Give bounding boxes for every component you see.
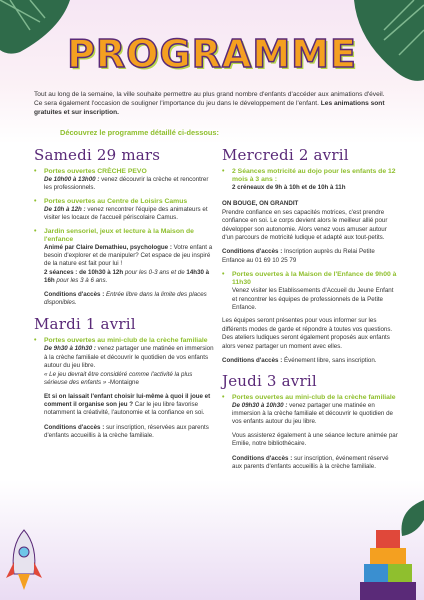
bullet-icon: • [34,227,37,235]
free-play-paragraph: Et si on laissait l'enfant choisir lui-même à quoi il joue et comment il organise son jeu ? Car le jeu libre favorise notamment la créativité, l'autonomie et la confiance en soi. [44,392,211,417]
day-heading-mercredi: Mercredi 2 avril [222,146,349,164]
access-conditions: Conditions d'accès : Inscription auprès du Relai Petite Enfance au 01 69 10 25 79 [222,248,375,264]
day-heading-samedi: Samedi 29 mars [34,146,161,164]
bullet-icon: • [222,393,225,401]
bullet-icon: • [222,168,225,175]
leaf-bottom-right-decoration [394,500,424,540]
rocket-decoration [4,528,44,598]
access-conditions: Conditions d'accès : sur inscription, réservées aux parents d'enfants accueillis à la crèche familiale. [44,423,209,440]
event-item: • Portes ouvertes à la Maison de l'Enfance de 9h00 à 11h30 Venez visiter les Etablissements d'Accueil du Jeune Enfant et rencontrer les équipes de professionnels de la Petite Enfance. [222,271,397,312]
right-column [222,146,398,477]
day-heading-jeudi: Jeudi 3 avril [222,371,317,390]
event-item: • Jardin sensoriel, jeux et lecture à la Maison de l'enfance Animé par Claire Demathieu, psychologue : Votre enfant a besoin d'explorer et de manipuler? Cet espace de jeu inspiré de la nature est fait pour lui ! 2 séances : de 10h30 à 12h pour les 0-3 ans et de 14h30 à 16h pour les 3 à 6 ans. [34,227,213,285]
intro-text: Tout au long de la semaine, la ville souhaite permettre au plus grand nombre d'enfants d'accéder aux animations d'éveil. Ce sera également l'occasion de souligner l'importance du jeu dans le développement de l'enfant. Les animations sont gratuites et sur inscription. [34,91,385,116]
bullet-icon: • [34,197,37,205]
lecture-paragraph: Vous assisterez également à une séance lecture animée par Emilie, notre bibliothécaire. [232,431,398,448]
bullet-icon: • [34,168,37,175]
event-item: • Portes ouvertes CRÈCHE PEVO De 10h00 à 13h00 : venez découvrir la crèche et rencontrer les professionnels. [34,168,209,192]
bullet-icon: • [222,271,225,279]
page-title: PROGRAMME [67,32,357,76]
access-conditions: Conditions d'accès : sur inscription, événement réservé aux parents d'enfants accueillis à la crèche familiale. [232,454,389,470]
discover-heading: Découvrez le programme détaillé ci-dessous: [60,128,219,137]
on-bouge-paragraph: ON BOUGE, ON GRANDIT Prendre confiance en ses capacités motrices, c'est prendre confiance en soi. Le corps devient alors le meilleur allié pour développer son autonomie. Alors venez vous amuser autour d'un parcours de motricité ludique et adapté aux tout-petits. [222,200,388,242]
bullet-icon: • [34,337,37,345]
teams-paragraph: Les équipes seront présentes pour vous informer sur les différents modes de garde et répondre à toutes vos questions. Des ateliers ludiques seront également proposés aux enfants alors venez partager un moment avec elles. [222,317,393,350]
event-item: • Portes ouvertes au mini-club de la crèche familiale De 09h30 à 10h30 : venez partager une matinée en immersion à la crèche familiale et découvrir le quotidien de vos enfants autour du jeu libre. [222,393,396,426]
access-conditions: Conditions d'accès : Événement libre, sans inscription. [222,357,377,365]
left-column [34,146,214,447]
access-conditions: Conditions d'accès : Entrée libre dans la limite des places disponibles. [44,290,207,307]
event-item: • 2 Séances motricité au dojo pour les enfants de 12 mois à 3 ans : 2 créneaux de 9h à 10h et de 10h à 11h [222,168,396,191]
day-heading-mardi: Mardi 1 avril [34,315,136,334]
event-item: • Portes ouvertes au Centre de Loisirs Camus De 10h à 12h : venez rencontrer l'équipe des animateurs et visiter les locaux de l'accueil périscolaire Camus. [34,197,208,222]
event-item: • Portes ouvertes au mini-club de la crèche familiale De 9h30 à 10h30 : venez partager une matinée en immersion à la crèche familiale et découvrir le quotidien de vos enfants autour du jeu libre. « Le jeu devrait être considéré comme l'activité la plus sérieuse des enfants » -Montaigne [34,337,214,387]
